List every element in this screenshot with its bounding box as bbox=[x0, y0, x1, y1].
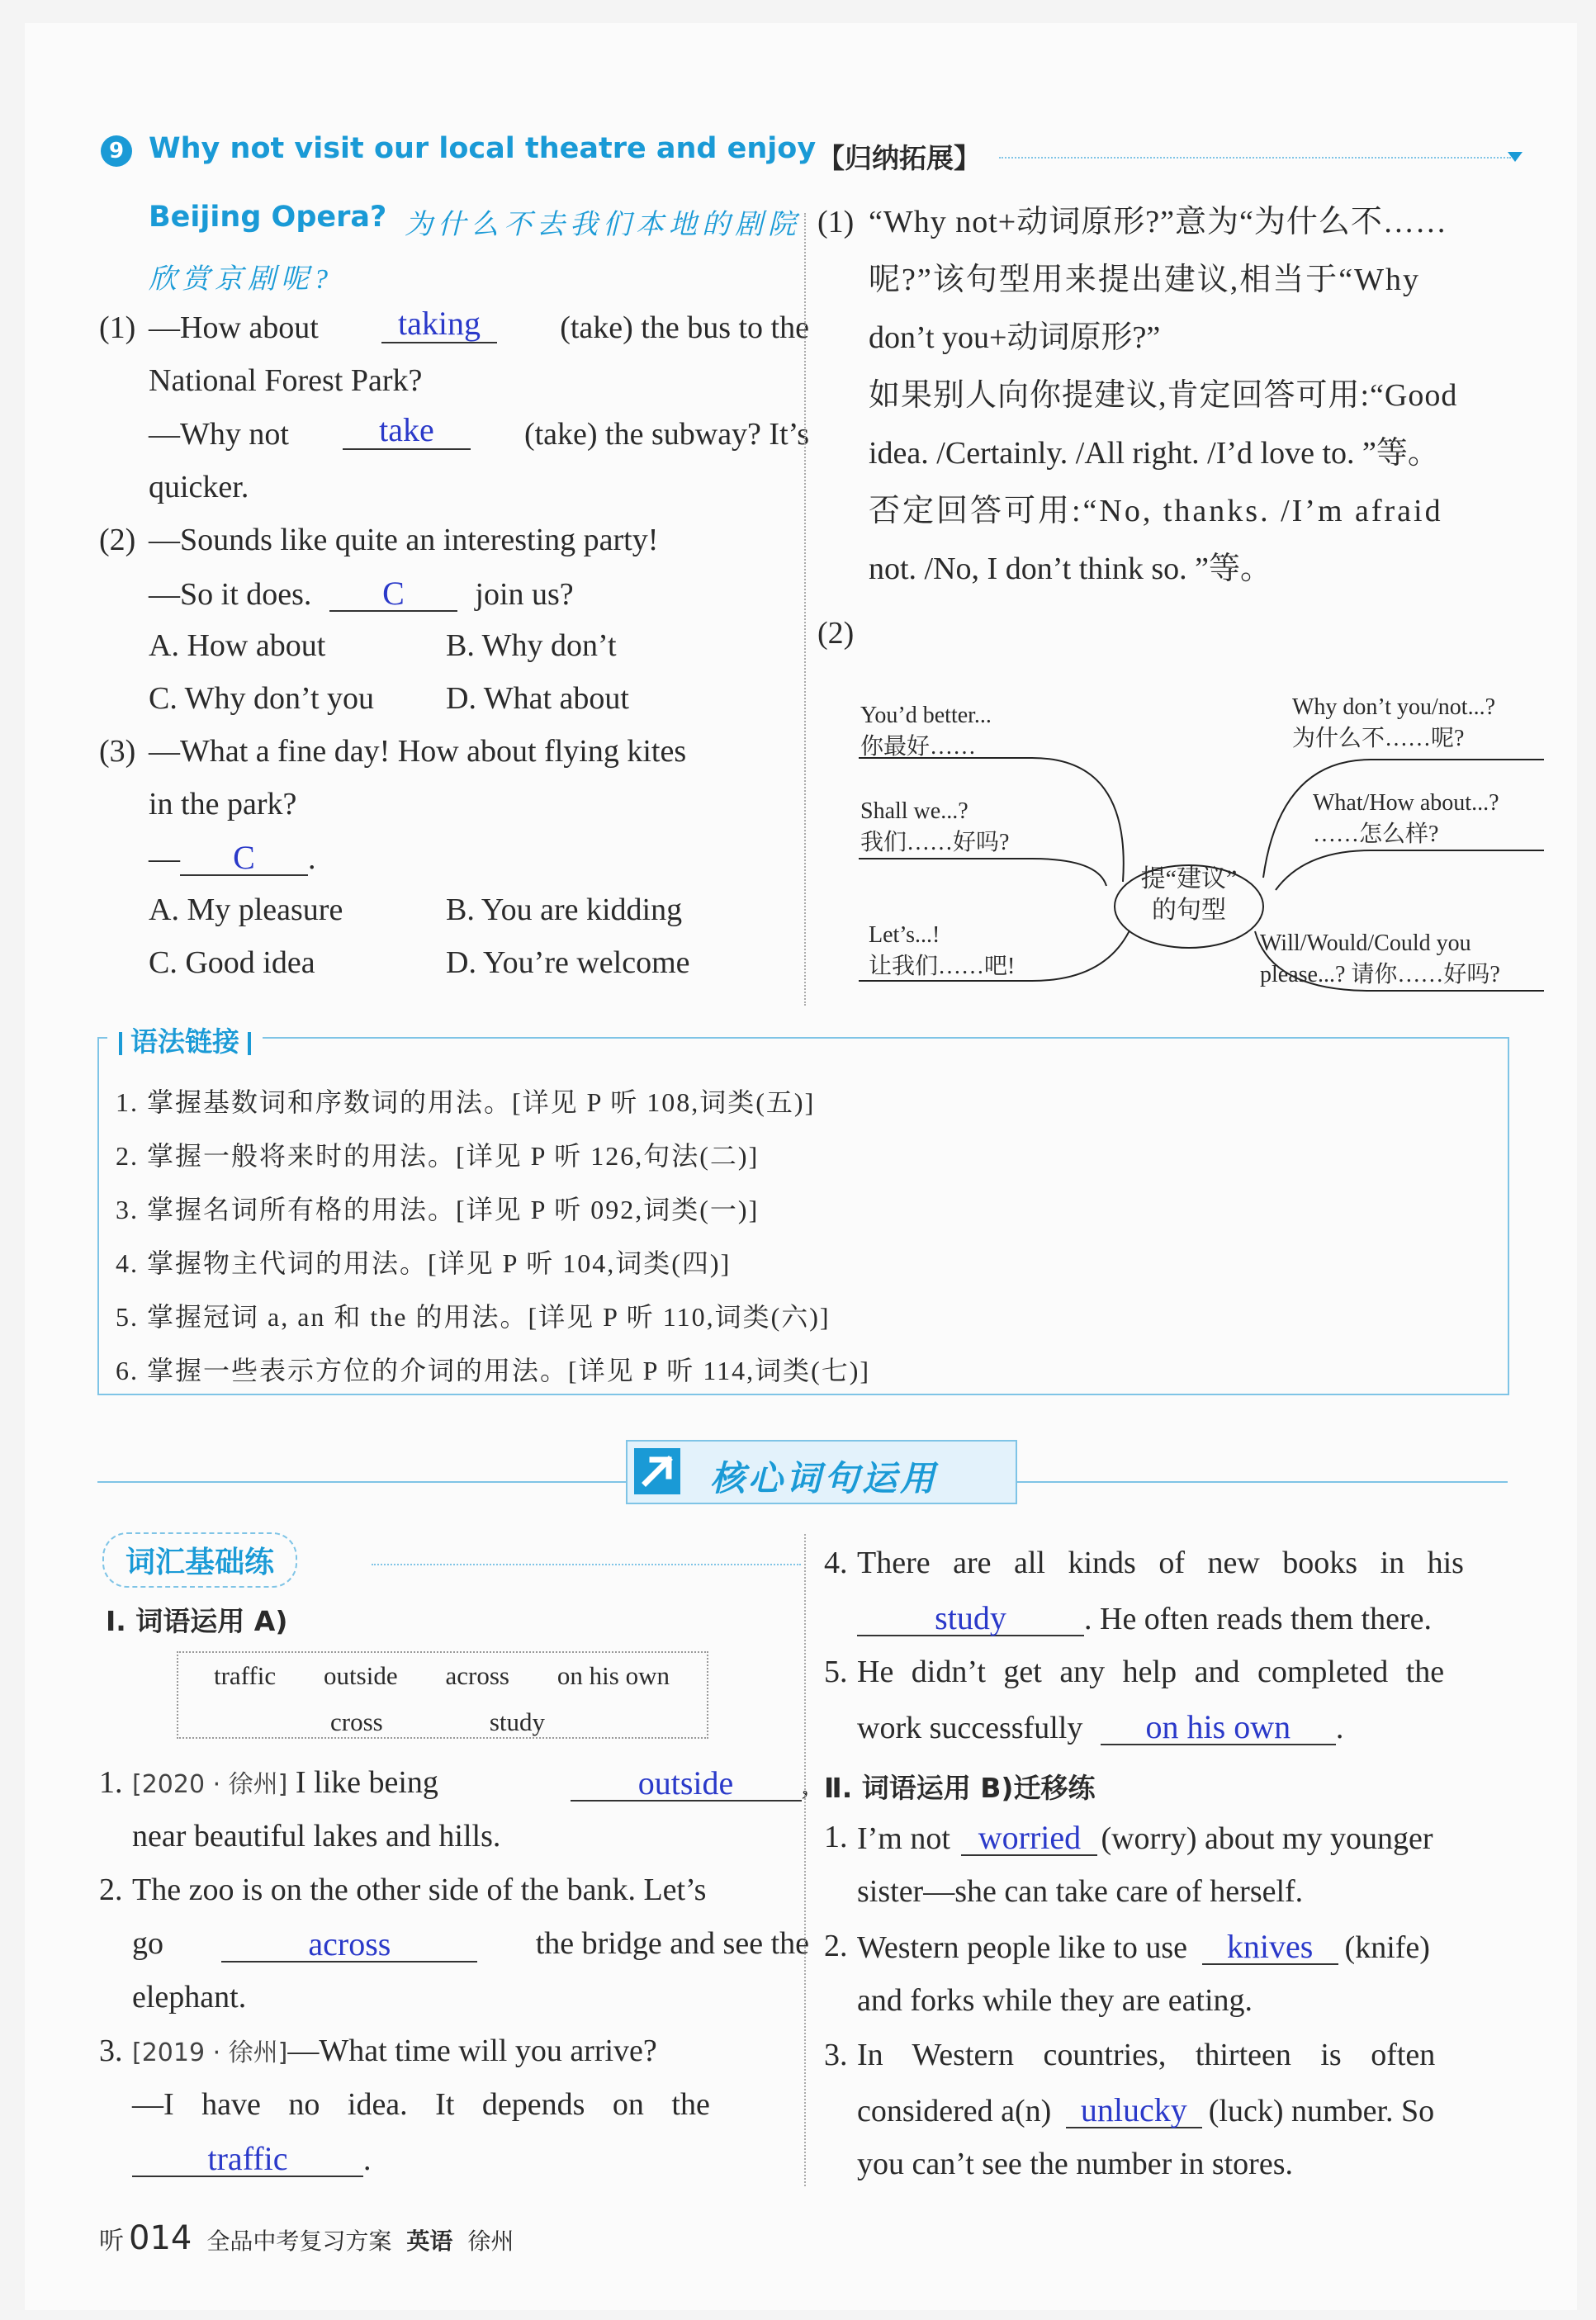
v-q2-line2: go across the bridge and see the bbox=[132, 1925, 809, 1963]
footer-subject: 英语 bbox=[406, 2228, 453, 2255]
ex3-num: (3) bbox=[99, 734, 136, 769]
ex3-answer[interactable]: C bbox=[180, 841, 308, 876]
v-q3-line3: traffic . bbox=[132, 2142, 372, 2177]
vocab-heading: 词汇基础练 bbox=[102, 1532, 297, 1588]
v2-q3-line3: you can’t see the number in stores. bbox=[857, 2147, 1293, 2181]
word-box-row2 bbox=[330, 1707, 545, 1737]
v2-q3-line2: considered a(n) unlucky (luck) number. So bbox=[857, 2091, 1435, 2128]
v-q2-line3: elephant. bbox=[132, 1980, 247, 2015]
v-q5-num: 5. bbox=[824, 1655, 848, 1689]
v2-q1-num: 1. bbox=[824, 1820, 848, 1854]
summary-heading-arrow bbox=[1508, 152, 1523, 162]
v-q5-line2: work successfully on his own . bbox=[857, 1708, 1344, 1745]
footer bbox=[99, 2219, 514, 2257]
mindmap-branch-5: What/How about...? ……怎么样? bbox=[1313, 790, 1499, 847]
grammar-item-2[interactable]: 2. 掌握一般将来时的用法。[详见 P 听 126,句法(二)] bbox=[116, 1141, 760, 1171]
word-option: cross bbox=[330, 1707, 383, 1736]
v-q3-line2: —I have no idea. It depends on the bbox=[132, 2087, 710, 2122]
q9-translation-line1: 为什么不去我们本地的剧院 bbox=[405, 210, 801, 240]
word-option: across bbox=[445, 1661, 509, 1690]
q9-title-line1: Why not visit our local theatre and enjoy bbox=[149, 132, 817, 165]
v-q1-line1: [2020 · 徐州] I like being outside , bbox=[132, 1764, 809, 1802]
summary-p2-num: (2) bbox=[817, 616, 855, 651]
summary-p1-line5: idea. /Certainly. /All right. /I’d love to. ”等。 bbox=[869, 436, 1439, 471]
ex2-answer[interactable]: C bbox=[329, 577, 457, 612]
v-q4-answer[interactable]: study bbox=[857, 1602, 1084, 1636]
summary-p1-line3: don’t you+动词原形?” bbox=[869, 320, 1161, 355]
grammar-item-3[interactable]: 3. 掌握名词所有格的用法。[详见 P 听 092,词类(一)] bbox=[116, 1195, 760, 1224]
v-q1-num: 1. bbox=[99, 1765, 123, 1800]
footer-page-number: 014 bbox=[129, 2219, 192, 2257]
ex2-line2: —So it does. C join us? bbox=[149, 575, 574, 612]
ex3-optD[interactable]: D. You’re welcome bbox=[446, 945, 690, 980]
mindmap-branch-1: You’d better... 你最好…… bbox=[860, 703, 992, 760]
vocab-heading-rule bbox=[372, 1564, 801, 1565]
grammar-item-6[interactable]: 6. 掌握一些表示方位的介词的用法。[详见 P 听 114,词类(七)] bbox=[116, 1356, 871, 1385]
mindmap-branch-4: Why don’t you/not...? 为什么不……呢? bbox=[1292, 694, 1496, 751]
v2-q1-answer[interactable]: worried bbox=[961, 1821, 1097, 1856]
footer-city: 徐州 bbox=[467, 2228, 514, 2255]
summary-p1-line7: not. /No, I don’t think so. ”等。 bbox=[869, 552, 1272, 586]
q9-number-badge: 9 bbox=[101, 135, 132, 167]
section-banner bbox=[626, 1440, 1017, 1504]
summary-p1-line2: 呢?”该句型用来提出建议,相当于“Why bbox=[869, 263, 1420, 297]
v-q2-line1: The zoo is on the other side of the bank. Let’s bbox=[132, 1873, 707, 1907]
summary-heading-rule bbox=[999, 157, 1511, 159]
ex3-optC[interactable]: C. Good idea bbox=[149, 945, 315, 980]
v2-q2-line1: Western people like to use knives (knife) bbox=[857, 1928, 1430, 1965]
mindmap-center: 提“建议” 的句型 bbox=[1140, 865, 1238, 924]
summary-p1-line4: 如果别人向你提建议,肯定回答可用:“Good bbox=[869, 378, 1458, 413]
ex1-answer2[interactable]: take bbox=[343, 414, 471, 450]
mindmap-branch-6: Will/Would/Could you please...? 请你……好吗? bbox=[1260, 930, 1500, 987]
word-option: study bbox=[489, 1707, 545, 1736]
v2-q1-line1: I’m not worried (worry) about my younger bbox=[857, 1819, 1433, 1856]
v-q2-num: 2. bbox=[99, 1873, 123, 1907]
column-divider-top bbox=[804, 213, 806, 1006]
mindmap-branch-2: Shall we...? 我们……好吗? bbox=[860, 798, 1010, 855]
ex1-answer1[interactable]: taking bbox=[381, 307, 497, 343]
v-q3-answer[interactable]: traffic bbox=[132, 2142, 363, 2177]
v2-q3-num: 3. bbox=[824, 2038, 848, 2072]
v2-q1-line2: sister—she can take care of herself. bbox=[857, 1874, 1304, 1909]
ex2-optA[interactable]: A. How about bbox=[149, 628, 326, 663]
ex2-optB[interactable]: B. Why don’t bbox=[446, 628, 617, 663]
v-q4-line1: There are all kinds of new books in his bbox=[857, 1546, 1464, 1580]
ex3-line1: —What a fine day! How about flying kites bbox=[149, 734, 687, 769]
word-option: traffic bbox=[213, 1661, 277, 1690]
ex3-line2: in the park? bbox=[149, 787, 297, 821]
vocab-part2-title: Ⅱ. 词语运用 B)迁移练 bbox=[824, 1772, 1096, 1804]
ex1-line4: quicker. bbox=[149, 470, 249, 504]
v-q5-answer[interactable]: on his own bbox=[1101, 1711, 1336, 1745]
summary-p1-line6: 否定回答可用:“No, thanks. /I’m afraid bbox=[869, 494, 1443, 528]
v-q5-line1: He didn’t get any help and completed the bbox=[857, 1655, 1445, 1689]
ex1-line3: —Why not take (take) the subway? It’s bbox=[149, 411, 809, 452]
ex2-line1: —Sounds like quite an interesting party! bbox=[149, 523, 659, 557]
footer-prefix: 听 bbox=[99, 2227, 124, 2256]
ex2-optC[interactable]: C. Why don’t you bbox=[149, 681, 375, 716]
summary-p1-num: (1) bbox=[817, 205, 855, 239]
ex1-line2: National Forest Park? bbox=[149, 363, 423, 398]
ex3-optB[interactable]: B. You are kidding bbox=[446, 892, 683, 927]
mindmap-branch-3: Let’s...! 让我们……吧! bbox=[869, 922, 1016, 979]
v2-q2-num: 2. bbox=[824, 1929, 848, 1963]
v2-q3-line1: In Western countries, thirteen is often bbox=[857, 2038, 1436, 2072]
v-q3-line1: [2019 · 徐州]—What time will you arrive? bbox=[132, 2034, 657, 2068]
v-q1-answer[interactable]: outside bbox=[571, 1767, 802, 1802]
footer-book: 全品中考复习方案 bbox=[206, 2228, 392, 2255]
ex3-optA[interactable]: A. My pleasure bbox=[149, 892, 343, 927]
v-q3-num: 3. bbox=[99, 2034, 123, 2068]
summary-heading: 【归纳拓展】 bbox=[817, 142, 981, 174]
grammar-item-5[interactable]: 5. 掌握冠词 a, an 和 the 的用法。[详见 P 听 110,词类(六)] bbox=[116, 1302, 831, 1332]
word-box-row1 bbox=[190, 1661, 694, 1691]
page bbox=[25, 23, 1577, 2310]
v2-q2-line2: and forks while they are eating. bbox=[857, 1983, 1253, 2018]
word-option: outside bbox=[324, 1661, 398, 1690]
v-q4-line2: study . He often reads them there. bbox=[857, 1602, 1432, 1636]
banner-arrow-icon bbox=[634, 1448, 680, 1494]
grammar-heading: 语法链接 bbox=[107, 1020, 263, 1059]
word-option: on his own bbox=[556, 1661, 670, 1690]
ex1-num: (1) bbox=[99, 310, 136, 345]
ex1-line1: —How about taking (take) the bus to the bbox=[149, 305, 809, 345]
q9-translation-line2: 欣赏京剧呢? bbox=[149, 264, 333, 295]
v2-q3-answer[interactable]: unlucky bbox=[1066, 2094, 1202, 2128]
v-q1-line2: near beautiful lakes and hills. bbox=[132, 1819, 501, 1854]
grammar-item-1[interactable]: 1. 掌握基数词和序数词的用法。[详见 P 听 108,词类(五)] bbox=[116, 1087, 816, 1117]
section-banner-title: 核心词句运用 bbox=[710, 1458, 939, 1499]
summary-p1-line1: “Why not+动词原形?”意为“为什么不…… bbox=[869, 205, 1447, 239]
ex2-optD[interactable]: D. What about bbox=[446, 681, 629, 716]
banner-rule-right bbox=[1016, 1481, 1508, 1483]
v-q4-num: 4. bbox=[824, 1546, 848, 1580]
grammar-item-4[interactable]: 4. 掌握物主代词的用法。[详见 P 听 104,词类(四)] bbox=[116, 1248, 732, 1278]
banner-rule-left bbox=[97, 1481, 626, 1483]
column-divider-bottom bbox=[804, 1534, 806, 2186]
v2-q2-answer[interactable]: knives bbox=[1202, 1930, 1338, 1965]
ex3-line3: — C . bbox=[149, 839, 316, 876]
ex2-num: (2) bbox=[99, 523, 136, 557]
vocab-part1-title: Ⅰ. 词语运用 A) bbox=[106, 1605, 288, 1637]
q9-title-line2: Beijing Opera? bbox=[149, 201, 387, 234]
v-q2-answer[interactable]: across bbox=[221, 1928, 477, 1963]
